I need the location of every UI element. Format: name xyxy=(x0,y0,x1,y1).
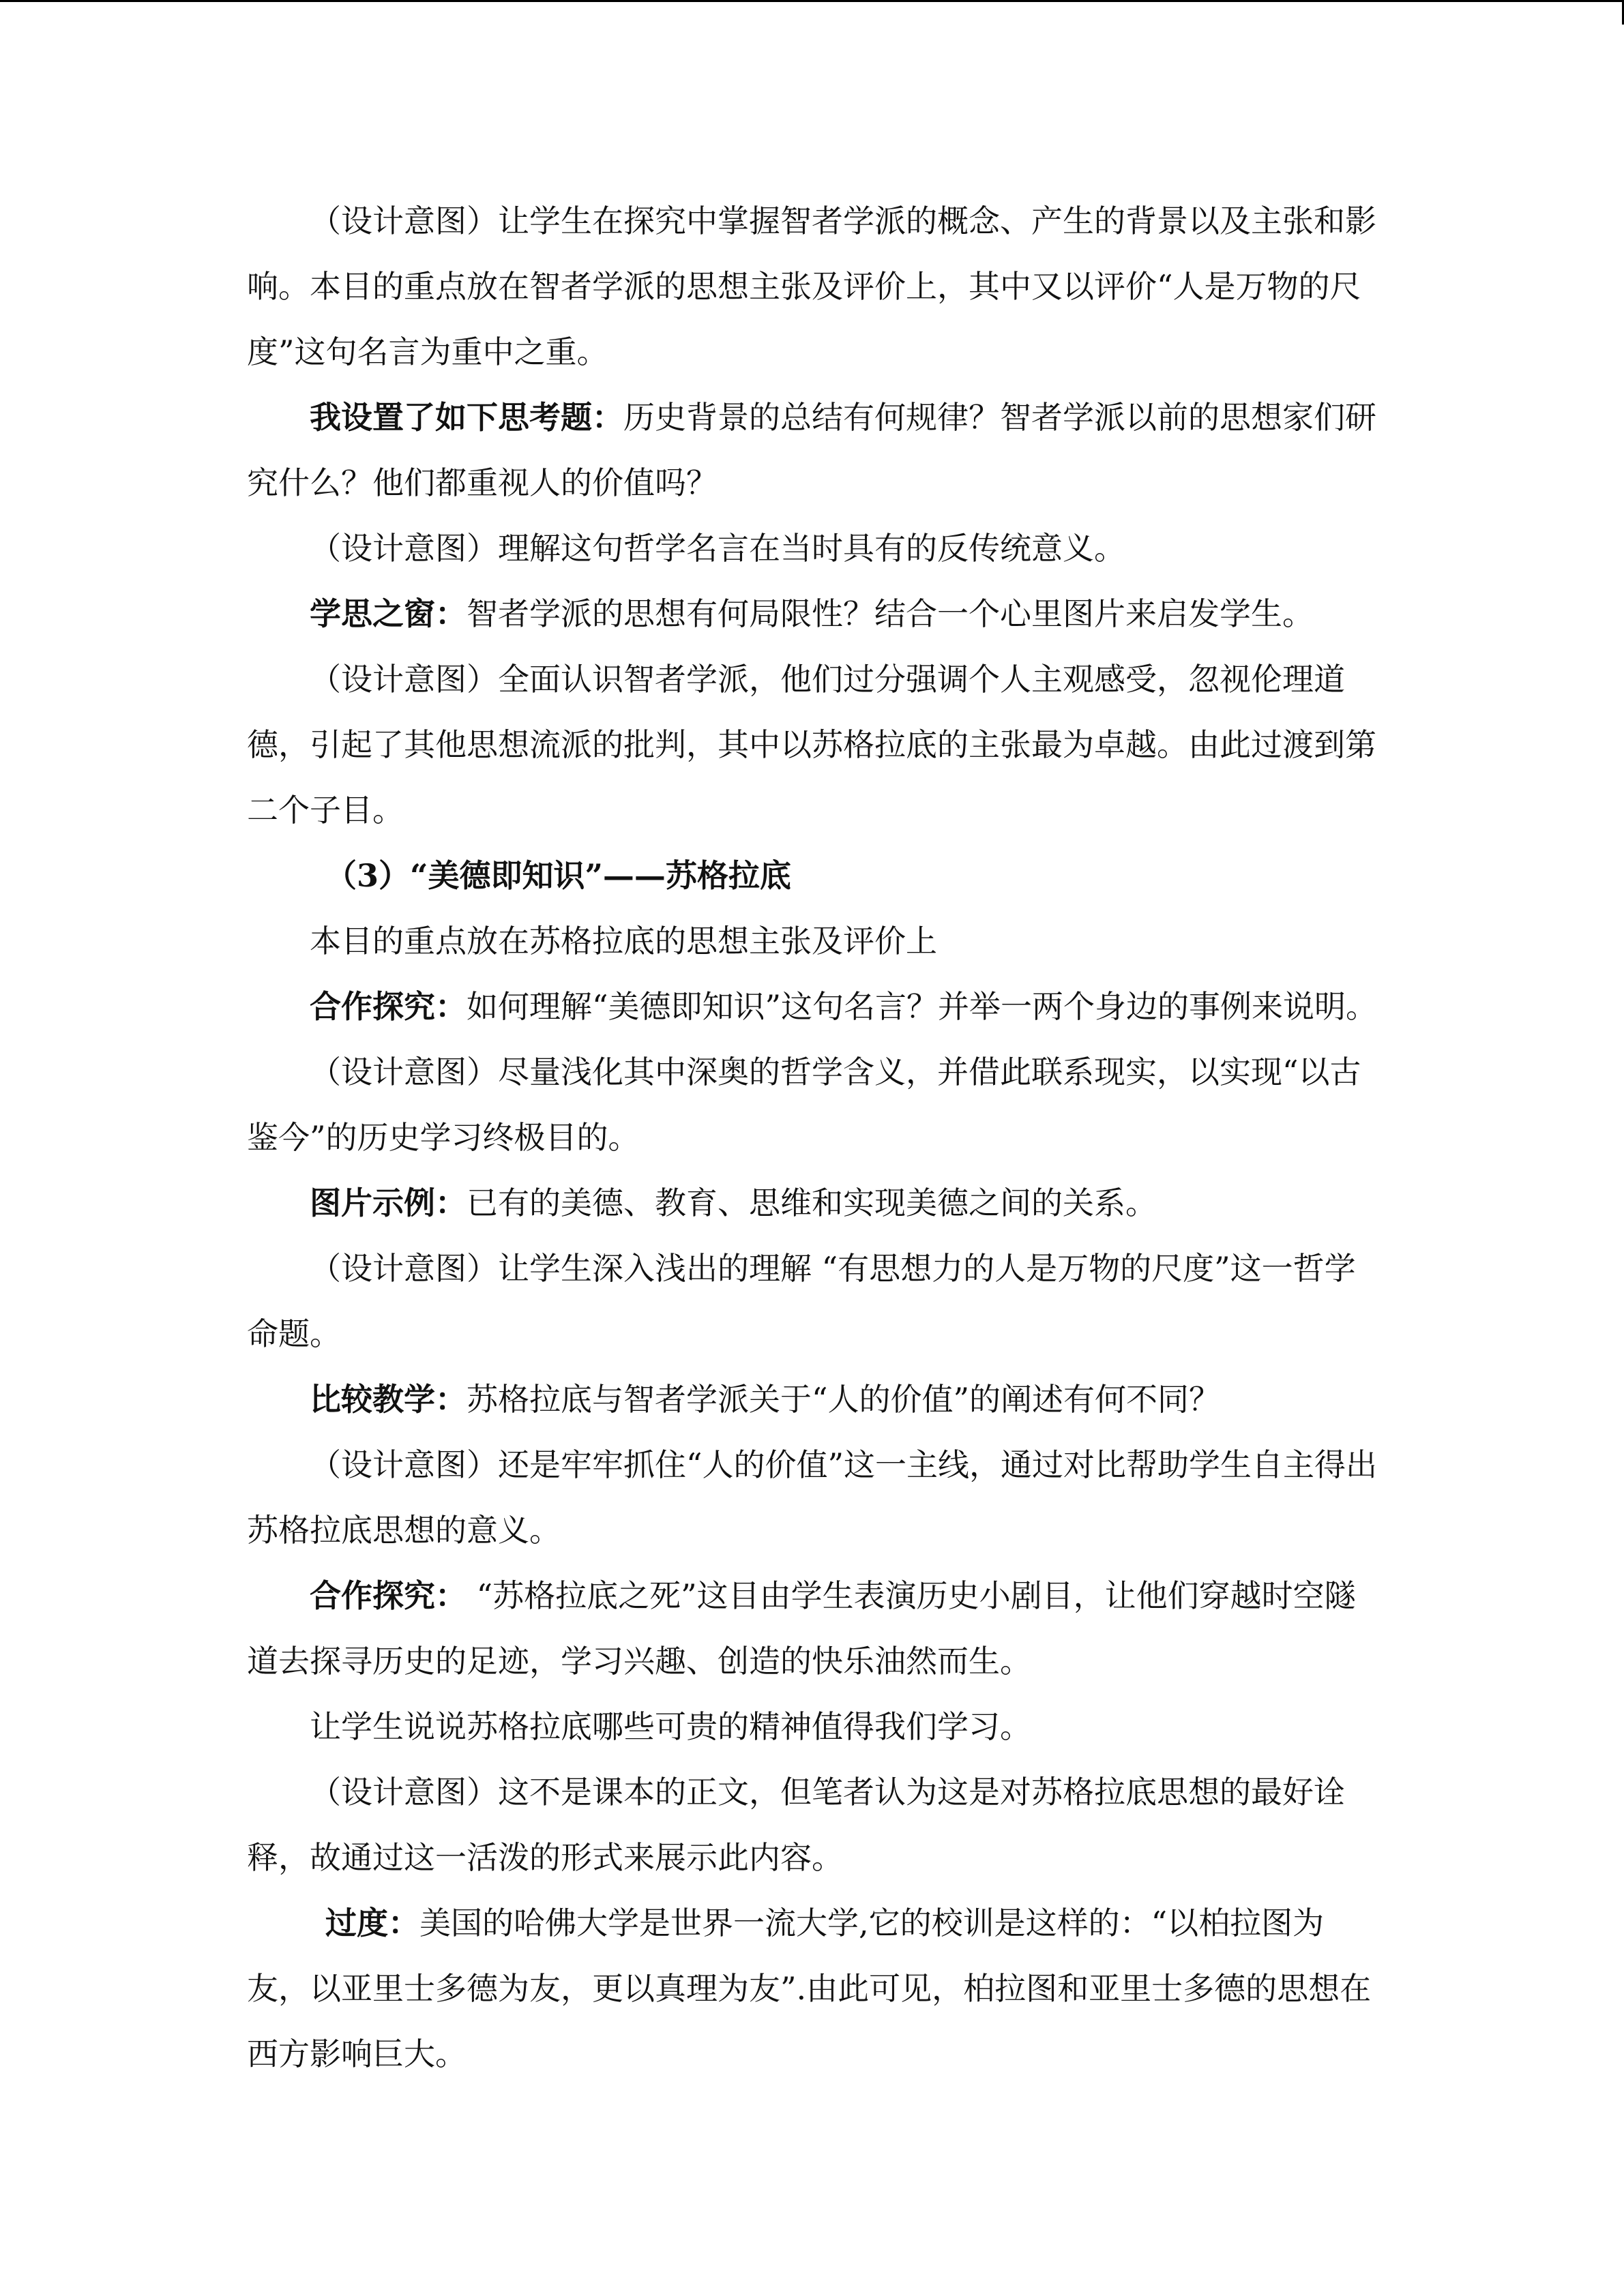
paragraph-cooperative-inquiry-2 xyxy=(247,1563,1379,1694)
paragraph-text: 智者学派的思想有何局限性？结合一个心里图片来启发学生。 xyxy=(467,595,1314,632)
paragraph-section-focus xyxy=(247,908,1379,974)
section-heading-socrates xyxy=(247,843,1379,908)
paragraph-study-window xyxy=(247,581,1379,646)
paragraph-comparative-teaching xyxy=(247,1367,1379,1432)
paragraph-text: “苏格拉底之死”这目由学生表演历史小剧目，让他们穿越时空隧道去探寻历史的足迹，学习兴趣、创造的快乐油然而生。 xyxy=(247,1577,1356,1680)
paragraph-design-intent-5 xyxy=(247,1236,1379,1367)
paragraph-text: （设计意图）还是牢牢抓住“人的价值”这一主线，通过对比帮助学生自主得出苏格拉底思想的意义。 xyxy=(247,1446,1378,1549)
paragraph-student-discussion xyxy=(247,1694,1379,1759)
page-border-top xyxy=(0,0,1624,2)
paragraph-lead: 我设置了如下思考题： xyxy=(310,399,623,436)
paragraph-transition xyxy=(247,1890,1379,2087)
paragraph-design-intent-2 xyxy=(247,516,1379,581)
paragraph-text: （设计意图）让学生深入浅出的理解 “有思想力的人是万物的尺度”这一哲学命题。 xyxy=(247,1250,1356,1352)
paragraph-lead: 过度： xyxy=(325,1905,419,1941)
paragraph-lead: 比较教学： xyxy=(310,1381,467,1418)
section-heading-text: （3）“美德即知识”——苏格拉底 xyxy=(325,857,791,894)
paragraph-text: （设计意图）尽量浅化其中深奥的哲学含义，并借此联系现实，以实现“以古鉴今”的历史学习终极目的。 xyxy=(247,1054,1361,1156)
paragraph-thinking-questions xyxy=(247,385,1379,516)
paragraph-text: 已有的美德、教育、思维和实现美德之间的关系。 xyxy=(467,1184,1157,1221)
paragraph-lead: 合作探究： xyxy=(310,1577,467,1614)
paragraph-design-intent-4 xyxy=(247,1039,1379,1170)
paragraph-design-intent-3 xyxy=(247,646,1379,843)
paragraph-design-intent-6 xyxy=(247,1432,1379,1563)
document-body xyxy=(247,188,1379,2087)
paragraph-cooperative-inquiry-1 xyxy=(247,974,1379,1039)
paragraph-lead: 学思之窗： xyxy=(310,595,467,632)
paragraph-text: 本目的重点放在苏格拉底的思想主张及评价上 xyxy=(310,923,937,959)
paragraph-lead: 合作探究： xyxy=(310,988,467,1025)
paragraph-lead: 图片示例： xyxy=(310,1184,467,1221)
paragraph-text: （设计意图）让学生在探究中掌握智者学派的概念、产生的背景以及主张和影响。本目的重点放在智者学派的思想主张及评价上，其中又以评价“人是万物的尺度”这句名言为重中之重。 xyxy=(247,203,1376,370)
paragraph-text: （设计意图）这不是课本的正文，但笔者认为这是对苏格拉底思想的最好诠释，故通过这一活泼的形式来展示此内容。 xyxy=(247,1774,1345,1876)
paragraph-picture-example xyxy=(247,1170,1379,1236)
paragraph-text: 美国的哈佛大学是世界一流大学,它的校训是这样的：“以柏拉图为友，以亚里士多德为友，更以真理为友”.由此可见，柏拉图和亚里士多德的思想在西方影响巨大。 xyxy=(247,1905,1372,2072)
paragraph-design-intent-7 xyxy=(247,1759,1379,1890)
paragraph-text: 苏格拉底与智者学派关于“人的价值”的阐述有何不同？ xyxy=(467,1381,1221,1418)
paragraph-text: 历史背景的总结有何规律？智者学派以前的思想家们研究什么？他们都重视人的价值吗？ xyxy=(247,399,1376,501)
paragraph-text: 如何理解“美德即知识”这句名言？并举一两个身边的事例来说明。 xyxy=(467,988,1378,1025)
paragraph-design-intent-1 xyxy=(247,188,1379,385)
paragraph-text: 让学生说说苏格拉底哪些可贵的精神值得我们学习。 xyxy=(310,1708,1031,1745)
paragraph-text: （设计意图）理解这句哲学名言在当时具有的反传统意义。 xyxy=(310,530,1125,567)
paragraph-text: （设计意图）全面认识智者学派，他们过分强调个人主观感受，忽视伦理道德，引起了其他思想流派的批判，其中以苏格拉底的主张最为卓越。由此过渡到第二个子目。 xyxy=(247,661,1376,829)
